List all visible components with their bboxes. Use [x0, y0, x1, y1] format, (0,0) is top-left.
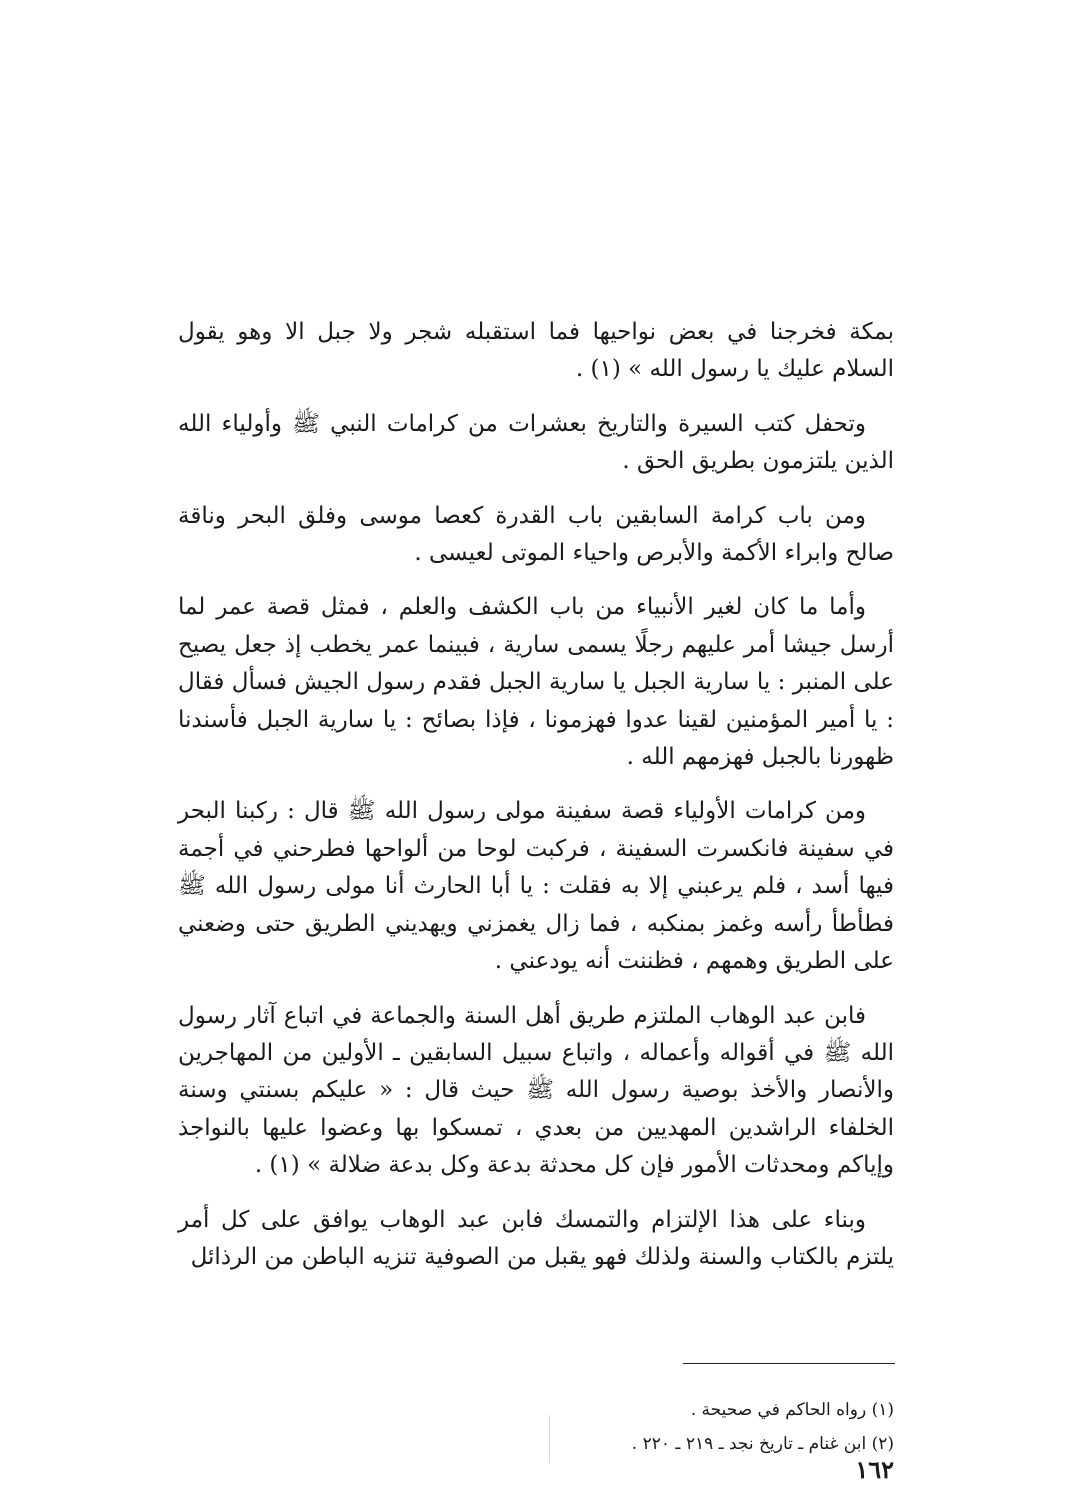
paragraph: بمكة فخرجنا في بعض نواحيها فما استقبله شجر ولا جبل الا وهو يقول السلام عليك يا رسول الله » (١) .: [178, 319, 894, 383]
paragraph: ومن كرامات الأولياء قصة سفينة مولى رسول الله ﷺ قال : ركبنا البحر في سفينة فانكسرت السفينة ، فركبت لوحا من ألواحها فطرحني في أجمة فيها أسد ، فلم يرعبني إلا به فقلت : يا أبا الحارث أنا مولى رسول الله ﷺ فطأطأ رأسه وغمز بمنكبه ، فما زال يغمزني ويهديني الطريق حتى وضعني على الطريق وهمهم ، فظننت أنه يودعني .: [178, 798, 894, 975]
footnote: (٢) ابن غنام ـ تاريخ نجد ـ ٢١٩ ـ ٢٢٠ .: [631, 1434, 894, 1454]
paragraph: فابن عبد الوهاب الملتزم طريق أهل السنة والجماعة في اتباع آثار رسول الله ﷺ في أقواله وأعماله ، واتباع سبيل السابقين ـ الأولين من المهاجرين والأنصار والأخذ بوصية رسول الله ﷺ حيث قال : « عليكم بسنتي وسنة الخلفاء الراشدين المهديين من بعدي ، تمسكوا بها وعضوا عليها بالنواجذ وإياكم ومحدثات الأمور فإن كل محدثة بدعة وكل بدعة ضلالة » (١) .: [178, 1002, 894, 1179]
paragraph: ومن باب كرامة السابقين باب القدرة كعصا موسى وفلق البحر وناقة صالح وابراء الأكمة والأبرص واحياء الموتى لعيسى .: [178, 502, 894, 567]
paragraph: وأما ما كان لغير الأنبياء من باب الكشف والعلم ، فمثل قصة عمر لما أرسل جيشا أمر عليهم رجلًا يسمى سارية ، فبينما عمر يخطب إذ جعل يصيح على المنبر : يا سارية الجبل يا سارية الجبل فقدم رسول الجيش فسأل فقال : يا أمير المؤمنين لقينا عدوا فهزمونا ، فإذا بصائح : يا سارية الجبل فأسندنا ظهورنا بالجبل فهزمهم الله .: [178, 594, 894, 771]
page-number: ١٦٢: [855, 1455, 894, 1484]
footnote-divider: [683, 1363, 895, 1364]
paragraph: وبناء على هذا الإلتزام والتمسك فابن عبد الوهاب يوافق على كل أمر يلتزم بالكتاب والسنة ولذلك فهو يقبل من الصوفية تنزيه الباطن من الرذائل: [178, 1206, 894, 1270]
main-text: [178, 314, 894, 1293]
paragraph: وتحفل كتب السيرة والتاريخ بعشرات من كرامات النبي ﷺ وأولياء الله الذين يلتزمون بطريق الحق .: [178, 410, 894, 475]
footnotes: [420, 1393, 894, 1461]
scan-mark: [549, 1415, 550, 1463]
footnote: (١) رواه الحاكم في صحيحة .: [690, 1400, 894, 1420]
